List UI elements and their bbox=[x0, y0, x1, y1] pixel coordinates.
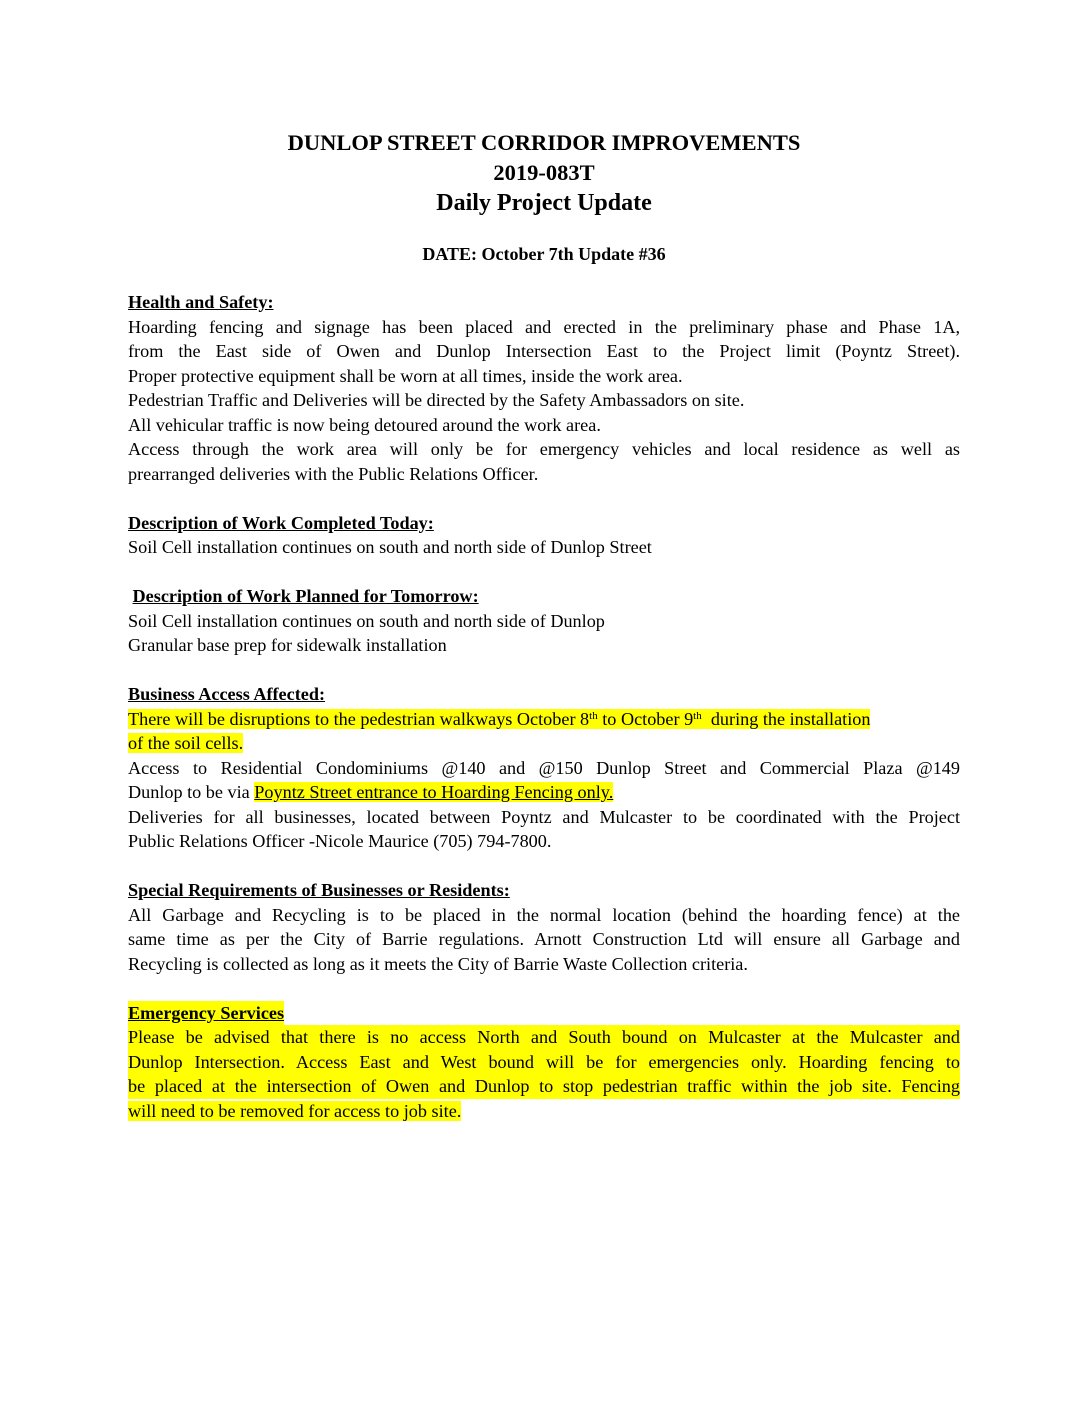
disruption-text: during the installation bbox=[701, 708, 871, 729]
emergency-line-last bbox=[128, 1099, 960, 1124]
section-work-completed bbox=[128, 511, 960, 536]
disruption-notice-continued bbox=[128, 731, 960, 756]
paragraph-line: Granular base prep for sidewalk installation bbox=[128, 635, 447, 655]
highlighted-text: of the soil cells. bbox=[128, 733, 244, 753]
emergency-line: Please be advised that there is no access North and South bound on Mulcaster at the Mulcaster and bbox=[128, 1025, 960, 1050]
paragraph-line: prearranged deliveries with the Public Relations Officer. bbox=[128, 463, 539, 484]
business-access-heading: Business Access Affected: bbox=[128, 684, 326, 704]
access-route-line bbox=[128, 780, 960, 805]
paragraph-line: Access to Residential Condominiums @140 and @150 Dunlop Street and Commercial Plaza @149 bbox=[128, 757, 960, 778]
document-title: DUNLOP STREET CORRIDOR IMPROVEMENTS bbox=[287, 130, 801, 155]
section-business-access bbox=[128, 682, 960, 707]
paragraph-line: Proper protective equipment shall be worn at all times, inside the work area. bbox=[128, 365, 683, 386]
section-health-safety bbox=[128, 290, 960, 315]
spacer bbox=[128, 976, 960, 1001]
title-block bbox=[0, 128, 1088, 218]
section-special-requirements bbox=[128, 878, 960, 903]
work-completed-heading: Description of Work Completed Today: bbox=[128, 512, 434, 533]
paragraph-line: Soil Cell installation continues on south and north side of Dunlop bbox=[128, 610, 605, 631]
ordinal-suffix: th bbox=[693, 709, 702, 722]
work-planned-heading: Description of Work Planned for Tomorrow: bbox=[132, 586, 479, 606]
paragraph-line: Deliveries for all businesses, located between Poyntz and Mulcaster to be coordinated with the Project bbox=[128, 806, 960, 827]
health-safety-heading: Health and Safety: bbox=[128, 292, 274, 312]
paragraph-line: Hoarding fencing and signage has been placed and erected in the preliminary phase and Phase 1A, bbox=[128, 316, 960, 337]
emergency-line: be placed at the intersection of Owen and Dunlop to stop pedestrian traffic within the job site. Fencing bbox=[128, 1074, 960, 1099]
access-route-prefix: Dunlop to be via bbox=[128, 782, 255, 802]
paragraph-line: Access through the work area will only be for emergency vehicles and local residence as well as bbox=[128, 439, 960, 459]
section-work-planned bbox=[128, 584, 960, 609]
paragraph-line: same time as per the City of Barrie regulations. Arnott Construction Ltd will ensure all Garbage and bbox=[128, 929, 960, 949]
highlighted-text bbox=[128, 709, 870, 729]
special-requirements-heading: Special Requirements of Businesses or Residents: bbox=[128, 880, 510, 900]
emergency-line: Dunlop Intersection. Access East and West bound will be for emergencies only. Hoarding fencing to bbox=[128, 1050, 960, 1075]
spacer bbox=[128, 854, 960, 879]
access-route-highlight: Poyntz Street entrance to Hoarding Fencing only. bbox=[254, 782, 614, 802]
ordinal-suffix: th bbox=[589, 709, 598, 722]
document-body bbox=[128, 290, 960, 1123]
emergency-services-heading: Emergency Services bbox=[128, 1001, 284, 1026]
project-number: 2019-083T bbox=[493, 160, 595, 185]
document-subtitle: Daily Project Update bbox=[436, 190, 652, 216]
paragraph-line: Recycling is collected as long as it meets the City of Barrie Waste Collection criteria. bbox=[128, 953, 748, 974]
paragraph-line: Soil Cell installation continues on south and north side of Dunlop Street bbox=[128, 537, 652, 557]
spacer bbox=[128, 560, 960, 585]
date-line: DATE: October 7th Update #36 bbox=[422, 244, 666, 264]
disruption-text: There will be disruptions to the pedestrian walkways October 8 bbox=[128, 708, 590, 729]
paragraph-line: All vehicular traffic is now being detoured around the work area. bbox=[128, 414, 601, 435]
disruption-text: to October 9 bbox=[597, 708, 694, 729]
disruption-notice bbox=[128, 707, 960, 732]
highlighted-text: will need to be removed for access to job site. bbox=[128, 1100, 462, 1121]
spacer bbox=[128, 658, 960, 683]
paragraph-line: Pedestrian Traffic and Deliveries will be directed by the Safety Ambassadors on site. bbox=[128, 390, 745, 410]
paragraph-line: All Garbage and Recycling is to be placed in the normal location (behind the hoarding fence) at the bbox=[128, 904, 960, 925]
spacer bbox=[128, 486, 960, 511]
paragraph-line: from the East side of Owen and Dunlop Intersection East to the Project limit (Poyntz Street). bbox=[128, 341, 960, 361]
contact-line: Public Relations Officer -Nicole Maurice (705) 794-7800. bbox=[128, 831, 552, 851]
section-emergency-services bbox=[128, 1001, 960, 1026]
